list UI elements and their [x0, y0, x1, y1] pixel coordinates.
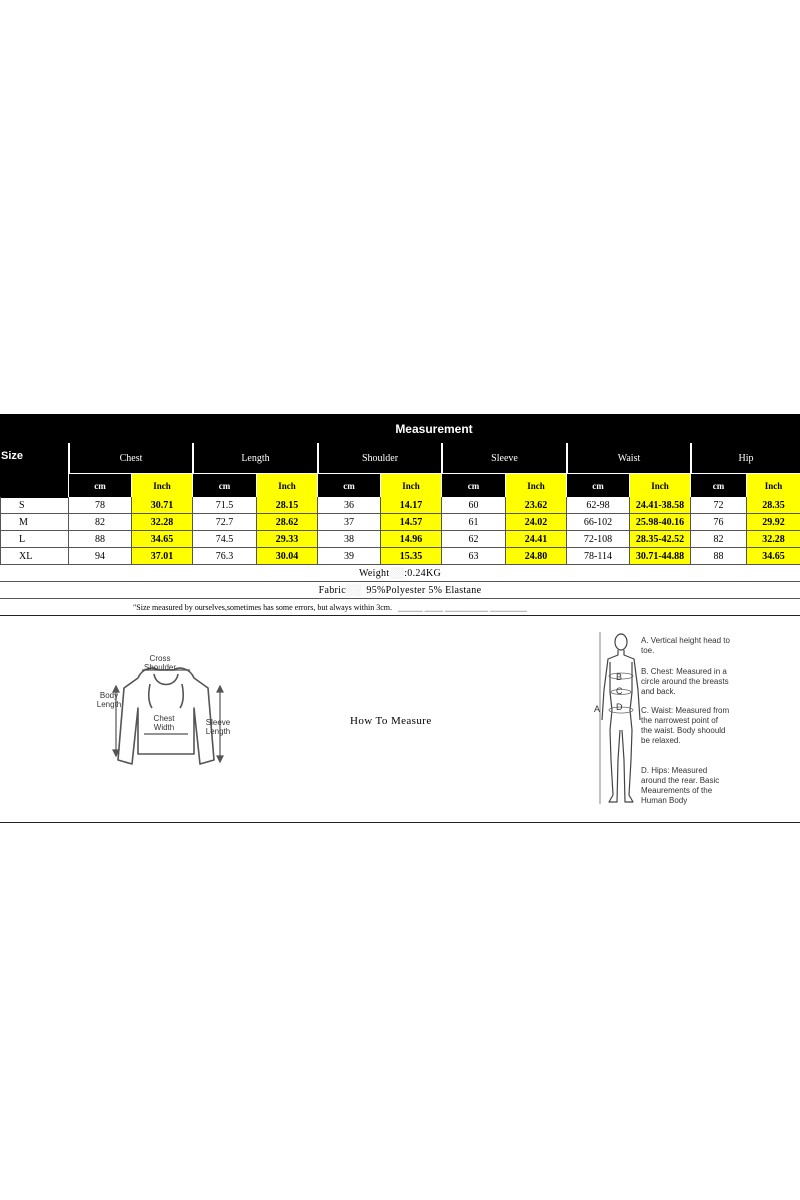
- cm-value-cell: 66-102: [566, 514, 629, 531]
- size-note-text: "Size measured by ourselves,sometimes has some errors, but always within 3cm.: [133, 602, 392, 612]
- sleeve-length-label: Sleeve Length: [205, 718, 231, 736]
- inch-value-cell: 24.80: [505, 548, 566, 565]
- inch-value-cell: 15.35: [380, 548, 441, 565]
- unit-inch-cell: Inch: [629, 473, 690, 497]
- unit-cm-cell: cm: [192, 473, 256, 497]
- inch-value-cell: 28.35: [746, 497, 800, 514]
- weight-value: 0.24KG: [407, 567, 442, 579]
- unit-cm-cell: cm: [317, 473, 380, 497]
- cross-shoulder-label: Cross Shoulder: [143, 654, 177, 672]
- cm-value-cell: 88: [68, 531, 131, 548]
- cm-value-cell: 38: [317, 531, 380, 548]
- cm-value-cell: 82: [690, 531, 746, 548]
- inch-value-cell: 24.41: [505, 531, 566, 548]
- size-column-header: Size: [0, 414, 68, 498]
- definition-b: B. Chest: Measured in a circle around the breasts and back.: [641, 667, 729, 696]
- unit-inch-cell: Inch: [380, 473, 441, 497]
- body-letter-a: A: [594, 704, 601, 714]
- body-letter-b: B: [616, 672, 623, 682]
- inch-value-cell: 32.28: [131, 514, 192, 531]
- unit-inch-cell: Inch: [131, 473, 192, 497]
- inch-value-cell: 24.41-38.58: [629, 497, 690, 514]
- cm-value-cell: 76: [690, 514, 746, 531]
- inch-value-cell: 24.02: [505, 514, 566, 531]
- garbled-glyph: ░░: [389, 567, 405, 579]
- garbled-note-tail: ▁▁▁▁ ▁▁▁ ▁▁▁▁▁▁▁ ▁▁▁▁▁▁: [398, 602, 528, 612]
- unit-inch-cell: Inch: [505, 473, 566, 497]
- unit-inch-cell: Inch: [256, 473, 317, 497]
- inch-value-cell: 28.35-42.52: [629, 531, 690, 548]
- table-row: [0, 514, 800, 531]
- chest-width-label: Chest Width: [153, 714, 175, 732]
- inch-value-cell: 23.62: [505, 497, 566, 514]
- unit-cm-cell: cm: [441, 473, 505, 497]
- cm-value-cell: 62: [441, 531, 505, 548]
- inch-value-cell: 32.28: [746, 531, 800, 548]
- inch-value-cell: 30.71-44.88: [629, 548, 690, 565]
- weight-line: Weight ░░ : 0.24KG: [0, 565, 800, 582]
- shoulder-header: Shoulder: [317, 443, 441, 473]
- inch-value-cell: 37.01: [131, 548, 192, 565]
- inch-value-cell: 30.71: [131, 497, 192, 514]
- inch-value-cell: 14.57: [380, 514, 441, 531]
- cm-value-cell: 76.3: [192, 548, 256, 565]
- hip-header: Hip: [690, 443, 800, 473]
- weight-label: Weight: [358, 567, 390, 579]
- waist-header: Waist: [566, 443, 690, 473]
- inch-value-cell: 25.98-40.16: [629, 514, 690, 531]
- definition-a: A. Vertical height head to toe.: [641, 636, 730, 655]
- table-row: [0, 548, 800, 565]
- cm-value-cell: 88: [690, 548, 746, 565]
- table-row: [0, 497, 800, 514]
- cm-value-cell: 78-114: [566, 548, 629, 565]
- unit-cm-cell: cm: [566, 473, 629, 497]
- fabric-label: Fabric: [318, 584, 347, 596]
- inch-value-cell: 34.65: [746, 548, 800, 565]
- unit-inch-cell: Inch: [746, 473, 800, 497]
- cm-value-cell: 39: [317, 548, 380, 565]
- cm-value-cell: 62-98: [566, 497, 629, 514]
- inch-value-cell: 34.65: [131, 531, 192, 548]
- inch-value-cell: 29.92: [746, 514, 800, 531]
- cm-value-cell: 72.7: [192, 514, 256, 531]
- definition-c: C. Waist: Measured from the narrowest point of the waist. Body shoould be relaxed.: [641, 706, 730, 745]
- sleeve-header: Sleeve: [441, 443, 566, 473]
- size-note: [0, 599, 800, 616]
- garbled-glyph: ░░: [346, 584, 367, 596]
- cm-value-cell: 78: [68, 497, 131, 514]
- cm-value-cell: 37: [317, 514, 380, 531]
- size-cell: L: [0, 531, 68, 548]
- cm-value-cell: 94: [68, 548, 131, 565]
- cm-value-cell: 60: [441, 497, 505, 514]
- size-cell: XL: [0, 548, 68, 565]
- body-letter-c: C: [616, 686, 623, 696]
- size-cell: S: [0, 497, 68, 514]
- cm-value-cell: 72: [690, 497, 746, 514]
- cm-value-cell: 82: [68, 514, 131, 531]
- inch-value-cell: 28.62: [256, 514, 317, 531]
- body-length-label: Body Length: [96, 691, 122, 709]
- unit-cm-cell: cm: [68, 473, 131, 497]
- human-body-figure-icon: [596, 630, 646, 808]
- inch-value-cell: 14.96: [380, 531, 441, 548]
- cm-value-cell: 71.5: [192, 497, 256, 514]
- inch-value-cell: 28.15: [256, 497, 317, 514]
- unit-cm-cell: cm: [690, 473, 746, 497]
- cm-value-cell: 74.5: [192, 531, 256, 548]
- inch-value-cell: 30.04: [256, 548, 317, 565]
- measurement-header: Measurement: [68, 414, 800, 443]
- fabric-value: 95%Polyester 5% Elastane: [366, 584, 482, 596]
- inch-value-cell: 29.33: [256, 531, 317, 548]
- body-letter-d: D: [616, 702, 623, 712]
- fabric-line: [0, 582, 800, 599]
- cm-value-cell: 72-108: [566, 531, 629, 548]
- length-header: Length: [192, 443, 317, 473]
- cm-value-cell: 61: [441, 514, 505, 531]
- definition-d: D. Hips: Measured around the rear. Basic Meaurements of the Human Body: [641, 766, 720, 805]
- inch-value-cell: 14.17: [380, 497, 441, 514]
- table-row: [0, 531, 800, 548]
- how-to-measure-title: How To Measure: [350, 715, 432, 727]
- cm-value-cell: 63: [441, 548, 505, 565]
- cm-value-cell: 36: [317, 497, 380, 514]
- chest-header: Chest: [68, 443, 192, 473]
- size-cell: M: [0, 514, 68, 531]
